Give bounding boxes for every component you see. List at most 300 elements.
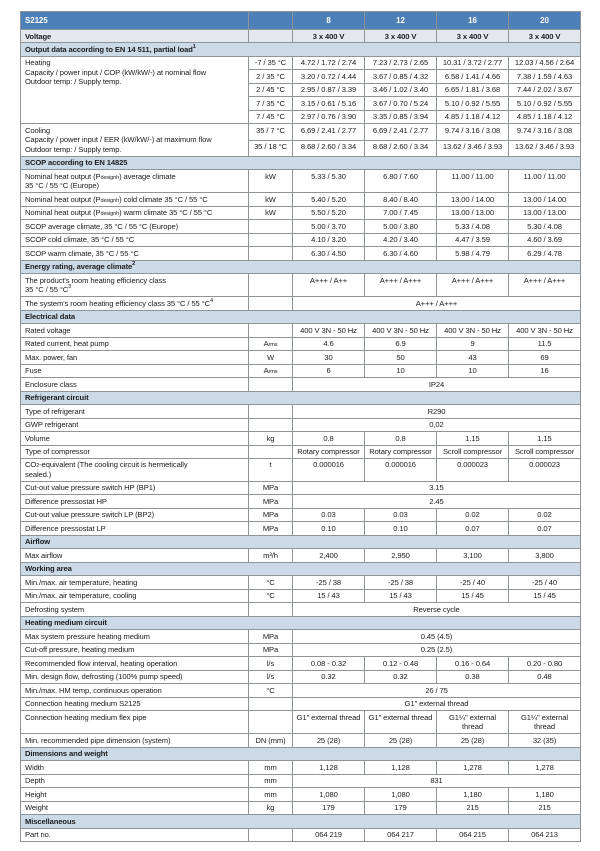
section-title: Working area bbox=[21, 562, 581, 575]
row-unit: t bbox=[249, 458, 293, 481]
row-value: 15 / 43 bbox=[293, 589, 365, 602]
row-value: 9.74 / 3.16 / 3.08 bbox=[437, 124, 509, 140]
row-value: 6.69 / 2.41 / 2.77 bbox=[365, 124, 437, 140]
row-unit: 7 / 35 °C bbox=[249, 97, 293, 110]
spec-row bbox=[21, 589, 581, 602]
row-value-span: 831 bbox=[293, 774, 581, 787]
row-unit bbox=[249, 828, 293, 841]
row-value: -25 / 38 bbox=[293, 576, 365, 589]
row-value: 13.00 / 13.00 bbox=[509, 206, 581, 219]
row-value: 215 bbox=[509, 801, 581, 814]
row-value: 5.10 / 0.92 / 5.55 bbox=[509, 97, 581, 110]
spec-row bbox=[21, 670, 581, 683]
row-value: 11.00 / 11.00 bbox=[509, 170, 581, 193]
row-value: 10 bbox=[437, 364, 509, 377]
row-label: SCOP average climate, 35 °C / 55 °C (Europe) bbox=[21, 220, 249, 233]
row-value: G1" external thread bbox=[293, 711, 365, 734]
row-value: 0.32 bbox=[293, 670, 365, 683]
row-value: 0.000023 bbox=[437, 458, 509, 481]
row-value: Scroll compressor bbox=[437, 445, 509, 458]
row-value: 5.33 / 4.08 bbox=[437, 220, 509, 233]
row-unit bbox=[249, 297, 293, 310]
row-value: 4.6 bbox=[293, 337, 365, 350]
row-label: Max system pressure heating medium bbox=[21, 630, 249, 643]
section-title: Dimensions and weight bbox=[21, 747, 581, 760]
row-value: 0.07 bbox=[437, 522, 509, 535]
row-unit: 35 / 18 °C bbox=[249, 140, 293, 156]
row-label: Width bbox=[21, 761, 249, 774]
row-value-span: Reverse cycle bbox=[293, 603, 581, 616]
spec-row bbox=[21, 405, 581, 418]
spec-row bbox=[21, 193, 581, 206]
row-value: 4.20 / 3.40 bbox=[365, 233, 437, 246]
section-title: Heating medium circuit bbox=[21, 616, 581, 629]
spec-row bbox=[21, 657, 581, 670]
row-unit: °C bbox=[249, 589, 293, 602]
spec-row bbox=[21, 684, 581, 697]
row-value: 3.35 / 0.85 / 3.94 bbox=[365, 110, 437, 123]
row-value: 0.000023 bbox=[509, 458, 581, 481]
row-value: A+++ / A+++ bbox=[437, 274, 509, 297]
row-value-span: 0,02 bbox=[293, 418, 581, 431]
spec-table bbox=[20, 11, 581, 842]
row-value: 13.62 / 3.46 / 3.93 bbox=[437, 140, 509, 156]
row-value: 7.44 / 2.02 / 3.67 bbox=[509, 83, 581, 96]
row-unit: kW bbox=[249, 170, 293, 193]
row-value: 10 bbox=[365, 364, 437, 377]
row-unit: MPa bbox=[249, 508, 293, 521]
row-unit bbox=[249, 418, 293, 431]
row-label: The system's room heating efficiency class 35 °C / 55 $^\circ C^4$ bbox=[21, 297, 249, 310]
voltage-row bbox=[21, 30, 581, 43]
row-label: Defrosting system bbox=[21, 603, 249, 616]
model-column-header: 20 bbox=[509, 12, 581, 30]
row-label: Rated voltage bbox=[21, 324, 249, 337]
row-value: 179 bbox=[365, 801, 437, 814]
row-value: 9.74 / 3.16 / 3.08 bbox=[509, 124, 581, 140]
row-value: 2.97 / 0.76 / 3.90 bbox=[293, 110, 365, 123]
row-value: -25 / 38 bbox=[365, 576, 437, 589]
row-unit bbox=[249, 247, 293, 260]
row-label: Min. design flow, defrosting (100% pump speed) bbox=[21, 670, 249, 683]
row-value: 4.47 / 3.59 bbox=[437, 233, 509, 246]
spec-row bbox=[21, 324, 581, 337]
row-value: 4.10 / 3.20 bbox=[293, 233, 365, 246]
row-value: 5.40 / 5.20 bbox=[293, 193, 365, 206]
row-unit: kW bbox=[249, 193, 293, 206]
section-title: Refrigerant circuit bbox=[21, 391, 581, 404]
row-value: 400 V 3N - 50 Hz bbox=[509, 324, 581, 337]
row-value: 400 V 3N - 50 Hz bbox=[293, 324, 365, 337]
row-value: 6.9 bbox=[365, 337, 437, 350]
row-value-span: 2.45 bbox=[293, 495, 581, 508]
section-header-row bbox=[21, 43, 581, 56]
row-unit: MPa bbox=[249, 643, 293, 656]
row-value: 69 bbox=[509, 351, 581, 364]
section-title: Airflow bbox=[21, 535, 581, 548]
row-unit: W bbox=[249, 351, 293, 364]
row-value-span: 0.25 (2.5) bbox=[293, 643, 581, 656]
spec-row bbox=[21, 337, 581, 350]
header-unit-spacer bbox=[249, 12, 293, 30]
row-value: G1" external thread bbox=[365, 711, 437, 734]
row-value: 1.15 bbox=[437, 432, 509, 445]
spec-row bbox=[21, 432, 581, 445]
spec-row bbox=[21, 481, 581, 494]
row-value: 5.00 / 3.80 bbox=[365, 220, 437, 233]
row-value: 0.16 - 0.64 bbox=[437, 657, 509, 670]
row-label: Cut-out value pressure switch LP (BP2) bbox=[21, 508, 249, 521]
row-value: 6.30 / 4.60 bbox=[365, 247, 437, 260]
row-value: -25 / 40 bbox=[509, 576, 581, 589]
spec-row bbox=[21, 458, 581, 481]
row-value: 9 bbox=[437, 337, 509, 350]
row-label: Min./max. air temperature, cooling bbox=[21, 589, 249, 602]
section-header-row bbox=[21, 260, 581, 273]
row-value: 43 bbox=[437, 351, 509, 364]
row-value-span: R290 bbox=[293, 405, 581, 418]
row-value: 0.000016 bbox=[365, 458, 437, 481]
row-value: 3.46 / 1.02 / 3.40 bbox=[365, 83, 437, 96]
row-value: 13.62 / 3.46 / 3.93 bbox=[509, 140, 581, 156]
spec-row bbox=[21, 801, 581, 814]
row-unit: MPa bbox=[249, 522, 293, 535]
section-header-row bbox=[21, 616, 581, 629]
row-value: 5.00 / 3.70 bbox=[293, 220, 365, 233]
model-column-header: 16 bbox=[437, 12, 509, 30]
row-value: Scroll compressor bbox=[509, 445, 581, 458]
spec-row bbox=[21, 774, 581, 787]
row-label: Difference pressostat HP bbox=[21, 495, 249, 508]
row-value: 50 bbox=[365, 351, 437, 364]
row-unit: 7 / 45 °C bbox=[249, 110, 293, 123]
row-unit: Arms bbox=[249, 337, 293, 350]
row-value: 1.15 bbox=[509, 432, 581, 445]
row-value: 32 (35) bbox=[509, 734, 581, 747]
row-value: 0.32 bbox=[365, 670, 437, 683]
row-value: 0.20 - 0.80 bbox=[509, 657, 581, 670]
row-label: The product's room heating efficiency class 35 °C / 55 $^\circ C^3$ bbox=[21, 274, 249, 297]
row-unit: °C bbox=[249, 684, 293, 697]
row-label: Voltage bbox=[21, 30, 249, 43]
row-unit bbox=[249, 405, 293, 418]
row-label: Max airflow bbox=[21, 549, 249, 562]
row-label: Height bbox=[21, 788, 249, 801]
row-value: 4.85 / 1.18 / 4.12 bbox=[509, 110, 581, 123]
section-header-row bbox=[21, 391, 581, 404]
row-value: 3 x 400 V bbox=[293, 30, 365, 43]
row-value: 15 / 45 bbox=[509, 589, 581, 602]
row-label: Recommended flow interval, heating operation bbox=[21, 657, 249, 670]
row-unit bbox=[249, 445, 293, 458]
row-unit bbox=[249, 603, 293, 616]
row-label: Part no. bbox=[21, 828, 249, 841]
section-title: SCOP according to EN 14825 bbox=[21, 156, 581, 169]
spec-row bbox=[21, 56, 581, 69]
row-value: 6.29 / 4.78 bbox=[509, 247, 581, 260]
row-value: 400 V 3N - 50 Hz bbox=[437, 324, 509, 337]
spec-row bbox=[21, 788, 581, 801]
spec-row bbox=[21, 297, 581, 310]
row-value: 15 / 43 bbox=[365, 589, 437, 602]
row-value: 15 / 45 bbox=[437, 589, 509, 602]
row-unit: kW bbox=[249, 206, 293, 219]
spec-row bbox=[21, 643, 581, 656]
row-unit: DN (mm) bbox=[249, 734, 293, 747]
row-value: 6 bbox=[293, 364, 365, 377]
row-value: 6.30 / 4.50 bbox=[293, 247, 365, 260]
spec-row bbox=[21, 378, 581, 391]
row-value: 215 bbox=[437, 801, 509, 814]
table-header-row bbox=[21, 12, 581, 30]
row-value: 0.8 bbox=[365, 432, 437, 445]
row-label: Type of refrigerant bbox=[21, 405, 249, 418]
row-value: 25 (28) bbox=[437, 734, 509, 747]
row-label: Enclosure class bbox=[21, 378, 249, 391]
row-value: 6.69 / 2.41 / 2.77 bbox=[293, 124, 365, 140]
row-value-span: 0.45 (4.5) bbox=[293, 630, 581, 643]
row-label: Min./max. HM temp, continuous operation bbox=[21, 684, 249, 697]
row-value-span: G1" external thread bbox=[293, 697, 581, 710]
model-column-header: 8 bbox=[293, 12, 365, 30]
row-value-span: 3.15 bbox=[293, 481, 581, 494]
row-value: 1,180 bbox=[509, 788, 581, 801]
row-label: Connection heating medium S2125 bbox=[21, 697, 249, 710]
row-unit bbox=[249, 274, 293, 297]
row-label: Connection heating medium flex pipe bbox=[21, 711, 249, 734]
row-value: 3,800 bbox=[509, 549, 581, 562]
row-value: 1,080 bbox=[365, 788, 437, 801]
row-value: 8.68 / 2.60 / 3.34 bbox=[365, 140, 437, 156]
row-unit: 35 / 7 °C bbox=[249, 124, 293, 140]
row-unit bbox=[249, 220, 293, 233]
spec-row bbox=[21, 576, 581, 589]
row-value: 5.30 / 4.08 bbox=[509, 220, 581, 233]
row-value: 0.12 - 0.48 bbox=[365, 657, 437, 670]
row-label: Fuse bbox=[21, 364, 249, 377]
row-value: 7.38 / 1.59 / 4.63 bbox=[509, 70, 581, 83]
spec-row bbox=[21, 711, 581, 734]
row-unit bbox=[249, 697, 293, 710]
row-label: Type of compressor bbox=[21, 445, 249, 458]
spec-row bbox=[21, 170, 581, 193]
section-title: Output data according to EN 14 511, partial load$^1$ bbox=[21, 43, 581, 56]
row-unit: l/s bbox=[249, 657, 293, 670]
row-value: Rotary compressor bbox=[365, 445, 437, 458]
row-value: 2.95 / 0.87 / 3.39 bbox=[293, 83, 365, 96]
row-value: 13.00 / 14.00 bbox=[509, 193, 581, 206]
row-value: 3.67 / 0.85 / 4.32 bbox=[365, 70, 437, 83]
row-label: Min. recommended pipe dimension (system) bbox=[21, 734, 249, 747]
spec-row bbox=[21, 761, 581, 774]
row-value: Rotary compressor bbox=[293, 445, 365, 458]
row-value: 0.03 bbox=[293, 508, 365, 521]
spec-row bbox=[21, 418, 581, 431]
row-value: 0.10 bbox=[293, 522, 365, 535]
row-label: Cooling Capacity / power input / EER (kW/kW/-) at maximum flow Outdoor temp: / Supply temp. bbox=[21, 124, 249, 156]
row-value: 0.48 bbox=[509, 670, 581, 683]
row-value: A+++ / A++ bbox=[293, 274, 365, 297]
row-value: 0.38 bbox=[437, 670, 509, 683]
spec-row bbox=[21, 630, 581, 643]
row-value: 16 bbox=[509, 364, 581, 377]
row-value-span: IP24 bbox=[293, 378, 581, 391]
spec-row bbox=[21, 697, 581, 710]
row-label: CO2-equivalent (The cooling circuit is hermetically sealed.) bbox=[21, 458, 249, 481]
row-unit: MPa bbox=[249, 481, 293, 494]
row-value: 12.03 / 4.56 / 2.64 bbox=[509, 56, 581, 69]
row-value: 064 215 bbox=[437, 828, 509, 841]
row-value: 3.67 / 0.70 / 5.24 bbox=[365, 97, 437, 110]
row-value: G1¼" external thread bbox=[509, 711, 581, 734]
row-label: GWP refrigerant bbox=[21, 418, 249, 431]
row-unit bbox=[249, 233, 293, 246]
row-value: 6.58 / 1.41 / 4.66 bbox=[437, 70, 509, 83]
spec-row bbox=[21, 549, 581, 562]
row-value: 0.03 bbox=[365, 508, 437, 521]
row-value: 064 213 bbox=[509, 828, 581, 841]
row-label: Nominal heat output (Pdesignh) average climate 35 °C / 55 °C (Europe) bbox=[21, 170, 249, 193]
row-value: 10.31 / 3.72 / 2.77 bbox=[437, 56, 509, 69]
row-value: 0.8 bbox=[293, 432, 365, 445]
spec-row bbox=[21, 522, 581, 535]
section-title: Electrical data bbox=[21, 310, 581, 323]
row-unit: °C bbox=[249, 576, 293, 589]
row-value: 8.40 / 8.40 bbox=[365, 193, 437, 206]
row-value-span: A+++ / A+++ bbox=[293, 297, 581, 310]
row-unit bbox=[249, 378, 293, 391]
row-unit: mm bbox=[249, 788, 293, 801]
row-value: 0.000016 bbox=[293, 458, 365, 481]
row-unit: Arms bbox=[249, 364, 293, 377]
row-value: 1,080 bbox=[293, 788, 365, 801]
row-value: 4.60 / 3.69 bbox=[509, 233, 581, 246]
row-value: 0.10 bbox=[365, 522, 437, 535]
row-unit bbox=[249, 324, 293, 337]
spec-row bbox=[21, 247, 581, 260]
row-value: 0.07 bbox=[509, 522, 581, 535]
row-value: 3 x 400 V bbox=[509, 30, 581, 43]
row-label: Heating Capacity / power input / COP (kW/kW/-) at nominal flow Outdoor temp: / Supply temp. bbox=[21, 56, 249, 123]
section-title: Energy rating, average climate$^2$ bbox=[21, 260, 581, 273]
row-value: 25 (28) bbox=[365, 734, 437, 747]
row-label: SCOP warm climate, 35 °C / 55 °C bbox=[21, 247, 249, 260]
row-value: 064 217 bbox=[365, 828, 437, 841]
row-value: 5.33 / 5.30 bbox=[293, 170, 365, 193]
spec-row bbox=[21, 274, 581, 297]
row-value: -25 / 40 bbox=[437, 576, 509, 589]
row-value: 13.00 / 14.00 bbox=[437, 193, 509, 206]
row-label: Cut-out value pressure switch HP (BP1) bbox=[21, 481, 249, 494]
row-label: Rated current, heat pump bbox=[21, 337, 249, 350]
row-value: 2,950 bbox=[365, 549, 437, 562]
row-label: Cut-off pressure, heating medium bbox=[21, 643, 249, 656]
spec-row bbox=[21, 364, 581, 377]
spec-row bbox=[21, 734, 581, 747]
spec-row bbox=[21, 508, 581, 521]
row-value: 25 (28) bbox=[293, 734, 365, 747]
row-value: 064 219 bbox=[293, 828, 365, 841]
row-value: 1,278 bbox=[437, 761, 509, 774]
row-value: 7.23 / 2.73 / 2.65 bbox=[365, 56, 437, 69]
row-unit: mm bbox=[249, 761, 293, 774]
spec-table-body bbox=[21, 12, 581, 842]
row-label: Nominal heat output (Pdesignh) warm climate 35 °C / 55 °C bbox=[21, 206, 249, 219]
row-value: 4.72 / 1.72 / 2.74 bbox=[293, 56, 365, 69]
section-header-row bbox=[21, 562, 581, 575]
row-value: 13.00 / 13.00 bbox=[437, 206, 509, 219]
row-value: A+++ / A+++ bbox=[365, 274, 437, 297]
row-unit: MPa bbox=[249, 495, 293, 508]
row-value: 5.98 / 4.79 bbox=[437, 247, 509, 260]
row-unit: kg bbox=[249, 801, 293, 814]
row-label: Depth bbox=[21, 774, 249, 787]
spec-row bbox=[21, 220, 581, 233]
section-header-row bbox=[21, 156, 581, 169]
spec-row bbox=[21, 206, 581, 219]
row-unit bbox=[249, 30, 293, 43]
row-label: Max. power, fan bbox=[21, 351, 249, 364]
row-value: G1¼" external thread bbox=[437, 711, 509, 734]
row-value: 400 V 3N - 50 Hz bbox=[365, 324, 437, 337]
row-value: 1,278 bbox=[509, 761, 581, 774]
table-title: S2125 bbox=[21, 12, 249, 30]
row-value: 0.02 bbox=[437, 508, 509, 521]
row-value: 3 x 400 V bbox=[365, 30, 437, 43]
row-label: Nominal heat output (Pdesignh) cold climate 35 °C / 55 °C bbox=[21, 193, 249, 206]
row-value: 1,180 bbox=[437, 788, 509, 801]
row-unit: 2 / 45 °C bbox=[249, 83, 293, 96]
spec-row bbox=[21, 495, 581, 508]
spec-row bbox=[21, 233, 581, 246]
row-value: 3.20 / 0.72 / 4.44 bbox=[293, 70, 365, 83]
spec-row bbox=[21, 445, 581, 458]
spec-row bbox=[21, 351, 581, 364]
row-value: 2,400 bbox=[293, 549, 365, 562]
spec-row bbox=[21, 828, 581, 841]
section-header-row bbox=[21, 535, 581, 548]
row-value: 3 x 400 V bbox=[437, 30, 509, 43]
row-value: 1,128 bbox=[365, 761, 437, 774]
section-header-row bbox=[21, 310, 581, 323]
row-value: 8.68 / 2.60 / 3.34 bbox=[293, 140, 365, 156]
row-value: 7.00 / 7.45 bbox=[365, 206, 437, 219]
row-unit: mm bbox=[249, 774, 293, 787]
row-value-span: 26 / 75 bbox=[293, 684, 581, 697]
row-value: 11.00 / 11.00 bbox=[437, 170, 509, 193]
row-unit: 2 / 35 °C bbox=[249, 70, 293, 83]
row-value: 179 bbox=[293, 801, 365, 814]
row-value: 5.50 / 5.20 bbox=[293, 206, 365, 219]
row-value: 30 bbox=[293, 351, 365, 364]
row-value: 0.08 - 0.32 bbox=[293, 657, 365, 670]
spec-row bbox=[21, 124, 581, 140]
row-value: 6.80 / 7.60 bbox=[365, 170, 437, 193]
row-value: A+++ / A+++ bbox=[509, 274, 581, 297]
row-value: 3,100 bbox=[437, 549, 509, 562]
row-unit: kg bbox=[249, 432, 293, 445]
row-value: 1,128 bbox=[293, 761, 365, 774]
row-unit bbox=[249, 711, 293, 734]
section-title: Miscellaneous bbox=[21, 815, 581, 828]
model-column-header: 12 bbox=[365, 12, 437, 30]
row-value: 11.5 bbox=[509, 337, 581, 350]
row-label: Min./max. air temperature, heating bbox=[21, 576, 249, 589]
row-unit: l/s bbox=[249, 670, 293, 683]
row-unit: m³/h bbox=[249, 549, 293, 562]
row-value: 0.02 bbox=[509, 508, 581, 521]
spec-row bbox=[21, 603, 581, 616]
